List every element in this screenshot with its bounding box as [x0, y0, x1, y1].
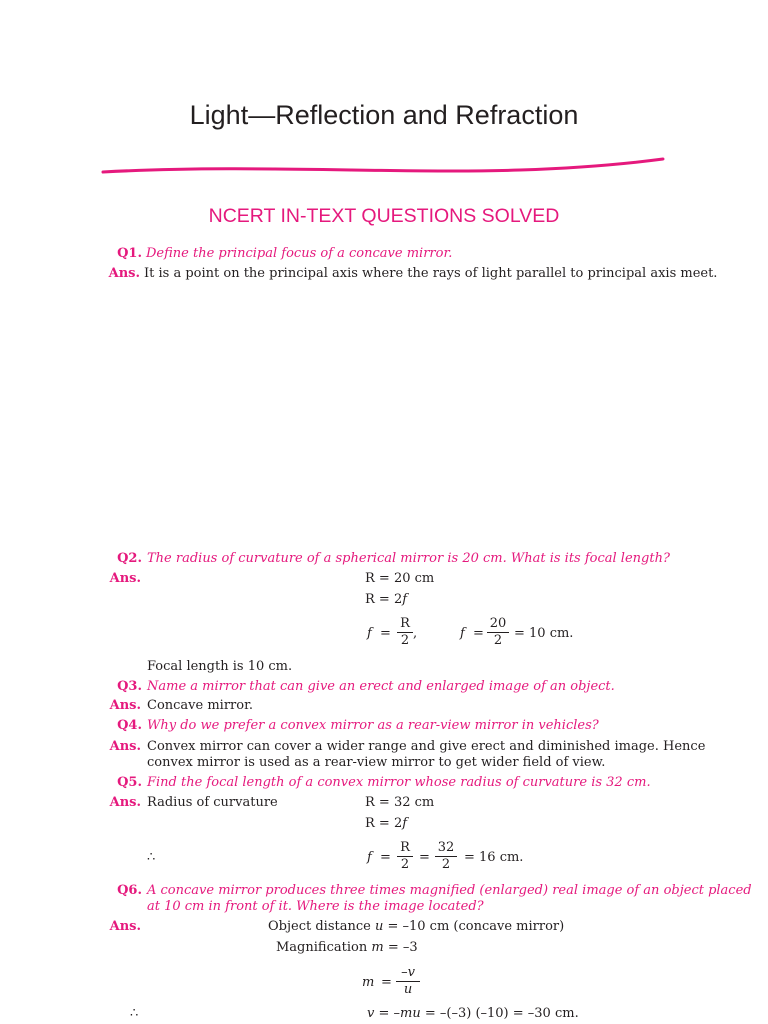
therefore-symbol: ∴	[130, 1006, 139, 1021]
equation-variable: f	[367, 850, 372, 865]
equation-line: R = 32 cm	[365, 795, 435, 810]
page-title: Light—Reflection and Refraction	[189, 100, 579, 130]
equation-line: R = 20 cm	[365, 571, 435, 586]
question-label: Q5.	[117, 775, 142, 790]
answer-label: Ans.	[108, 266, 140, 281]
answer-label: Ans.	[109, 698, 141, 713]
denominator: 2	[397, 632, 413, 649]
answer-label: Ans.	[109, 795, 141, 810]
equation-line: Magnification m = –3	[276, 940, 418, 955]
numerator: R	[400, 840, 410, 855]
equation-line: Object distance u = –10 cm (concave mirror)	[268, 919, 565, 934]
denominator: 2	[397, 856, 413, 873]
question-label: Q2.	[117, 551, 142, 566]
question-text: Define the principal focus of a concave mirror.	[146, 246, 453, 261]
numerator: R	[400, 616, 410, 631]
equation-line: R = 2f	[365, 592, 408, 607]
question-label: Q4.	[117, 718, 142, 733]
question-text: A concave mirror produces three times magnified (enlarged) real image of an object placed	[147, 883, 752, 898]
numerator: 32	[437, 840, 455, 855]
denominator: 2	[487, 632, 509, 649]
question-text: The radius of curvature of a spherical mirror is 20 cm. What is its focal length?	[147, 551, 670, 566]
equals-sign: =	[419, 850, 430, 865]
answer-text: It is a point on the principal axis where the rays of light parallel to principal axis meet.	[144, 266, 718, 281]
fraction	[435, 840, 457, 873]
equals-sign: =	[380, 626, 391, 641]
title-underline-swoosh	[100, 155, 666, 181]
question-label: Q6.	[117, 883, 142, 898]
denominator: u	[396, 981, 420, 998]
equation-line: R = 2f	[365, 816, 408, 831]
equals-sign: =	[380, 850, 391, 865]
answer-text: convex mirror is used as a rear-view mirror to get wider field of view.	[147, 755, 606, 770]
answer-text: Radius of curvature	[147, 795, 278, 810]
question-text: Why do we prefer a convex mirror as a rear-view mirror in vehicles?	[147, 718, 599, 733]
equals-sign: =	[473, 626, 484, 641]
fraction	[397, 840, 413, 873]
fraction	[487, 616, 509, 649]
conclusion-text: Focal length is 10 cm.	[147, 659, 293, 674]
equation-variable: f	[367, 626, 372, 641]
equation-result: = 16 cm.	[464, 850, 524, 865]
answer-text: Convex mirror can cover a wider range and give erect and diminished image. Hence	[147, 739, 706, 754]
question-label: Q3.	[117, 679, 142, 694]
answer-text: Concave mirror.	[147, 698, 254, 713]
equals-sign: =	[381, 975, 392, 990]
fraction	[397, 616, 413, 649]
question-text: Find the focal length of a convex mirror whose radius of curvature is 32 cm.	[147, 775, 651, 790]
answer-label: Ans.	[109, 739, 141, 754]
numerator: 20	[489, 616, 507, 631]
section-heading: NCERT IN-TEXT QUESTIONS SOLVED	[208, 205, 560, 227]
denominator: 2	[435, 856, 457, 873]
answer-label: Ans.	[109, 919, 141, 934]
answer-label: Ans.	[109, 571, 141, 586]
equation-result: = 10 cm.	[514, 626, 574, 641]
equation-variable: m	[362, 975, 375, 990]
question-label: Q1.	[117, 246, 142, 261]
therefore-symbol: ∴	[147, 850, 156, 865]
equation-line: v = –mu = –(–3) (–10) = –30 cm.	[367, 1006, 579, 1021]
numerator: –v	[401, 965, 415, 980]
question-text: at 10 cm in front of it. Where is the image located?	[147, 899, 484, 914]
equation-variable: f	[460, 626, 465, 641]
question-text: Name a mirror that can give an erect and enlarged image of an object.	[147, 679, 615, 694]
fraction	[396, 965, 420, 998]
comma: ,	[413, 626, 418, 641]
